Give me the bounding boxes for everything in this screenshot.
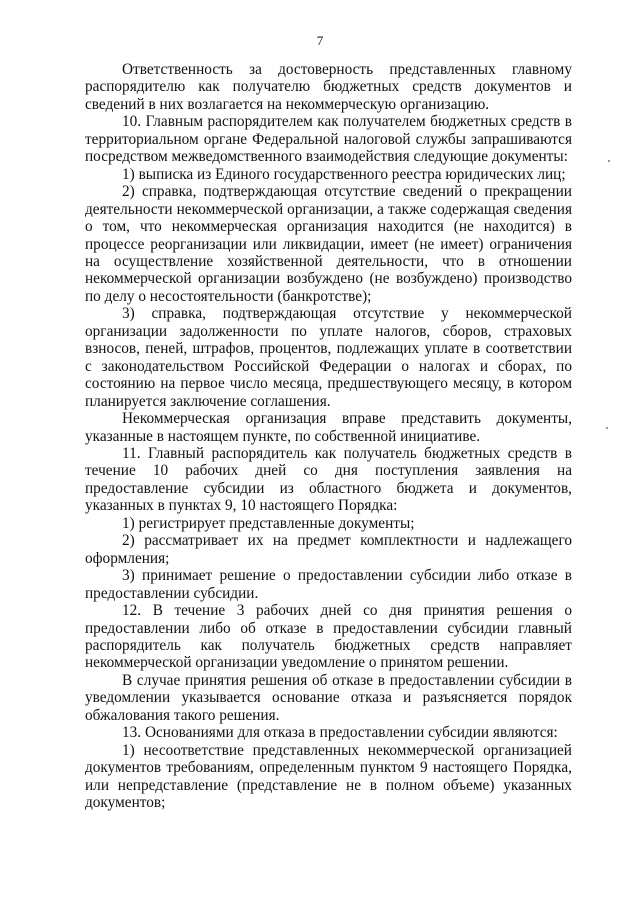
- paragraph-item-11-1: 1) регистрирует представленные документы;: [122, 514, 415, 532]
- page-number: 7: [316, 33, 324, 48]
- paragraph-item-11-3: 3) принимает решение о предоставлении субсидии либо отказе в предоставлении субсидии.: [85, 567, 572, 602]
- paragraph-item-13-1: 1) несоответствие представленных некоммерческой организацией документов требованиям, определенным пунктом 9 настоящего Порядка, или непредставление (представление не в полном объеме) указанных документов;: [85, 741, 572, 812]
- paragraph-item-11-2: 2) рассматривает их на предмет комплектности и надлежащего оформления;: [85, 532, 572, 567]
- scan-speck: [608, 160, 610, 162]
- paragraph-item-13: 13. Основаниями для отказа в предоставлении субсидии являются:: [122, 724, 558, 742]
- paragraph-refusal-notice: В случае принятия решения об отказе в предоставлении субсидии в уведомлении указывается основание отказа и разъясняется порядок обжалования такого решения.: [85, 671, 572, 724]
- paragraph-own-initiative: Некоммерческая организация вправе представить документы, указанные в настоящем пункте, по собственной инициативе.: [85, 410, 572, 445]
- paragraph-item-10-3: 3) справка, подтверждающая отсутствие у некоммерческой организации задолженности по уплате налогов, сборов, страховых взносов, пеней, штрафов, процентов, подлежащих уплате в соответствии с законодательством Российской Федерации о налогах и сборах, по состоянию на первое число месяца, предшествующего месяцу, в котором планируется заключение соглашения.: [85, 305, 572, 410]
- paragraph-responsibility: Ответственность за достоверность представленных главному распорядителю как получателю бюджетных средств документов и сведений в них возлагается на некоммерческую организацию.: [85, 61, 572, 113]
- paragraph-item-10-1: 1) выписка из Единого государственного реестра юридических лиц;: [122, 165, 566, 183]
- paragraph-item-10: 10. Главным распорядителем как получателем бюджетных средств в территориальном органе Федеральной налоговой службы запрашиваются посредством межведомственного взаимодействия следующие документы:: [85, 113, 572, 166]
- paragraph-item-11: 11. Главный распорядитель как получатель бюджетных средств в течение 10 рабочих дней со дня поступления заявления на предоставление субсидии из областного бюджета и документов, указанных в пунктах 9, 10 настоящего Порядка:: [85, 444, 572, 515]
- paragraph-item-10-2: 2) справка, подтверждающая отсутствие сведений о прекращении деятельности некоммерческой организации, а также содержащая сведения о том, что некоммерческая организация находится (не находится) в процессе реорганизации или ликвидации, имеет (не имеет) ограничения на осуществление хозяйственной деятельности, что в отношении некоммерческой организации возбуждено (не возбуждено) производство по делу о несостоятельности (банкротстве);: [85, 183, 572, 305]
- document-body: [85, 61, 572, 811]
- paragraph-item-12: 12. В течение 3 рабочих дней со дня принятия решения о предоставлении либо об отказе в предоставлении субсидии главный распорядитель как получатель бюджетных средств направляет некоммерческой организации уведомление о принятом решении.: [85, 602, 572, 672]
- scan-speck: [606, 427, 608, 429]
